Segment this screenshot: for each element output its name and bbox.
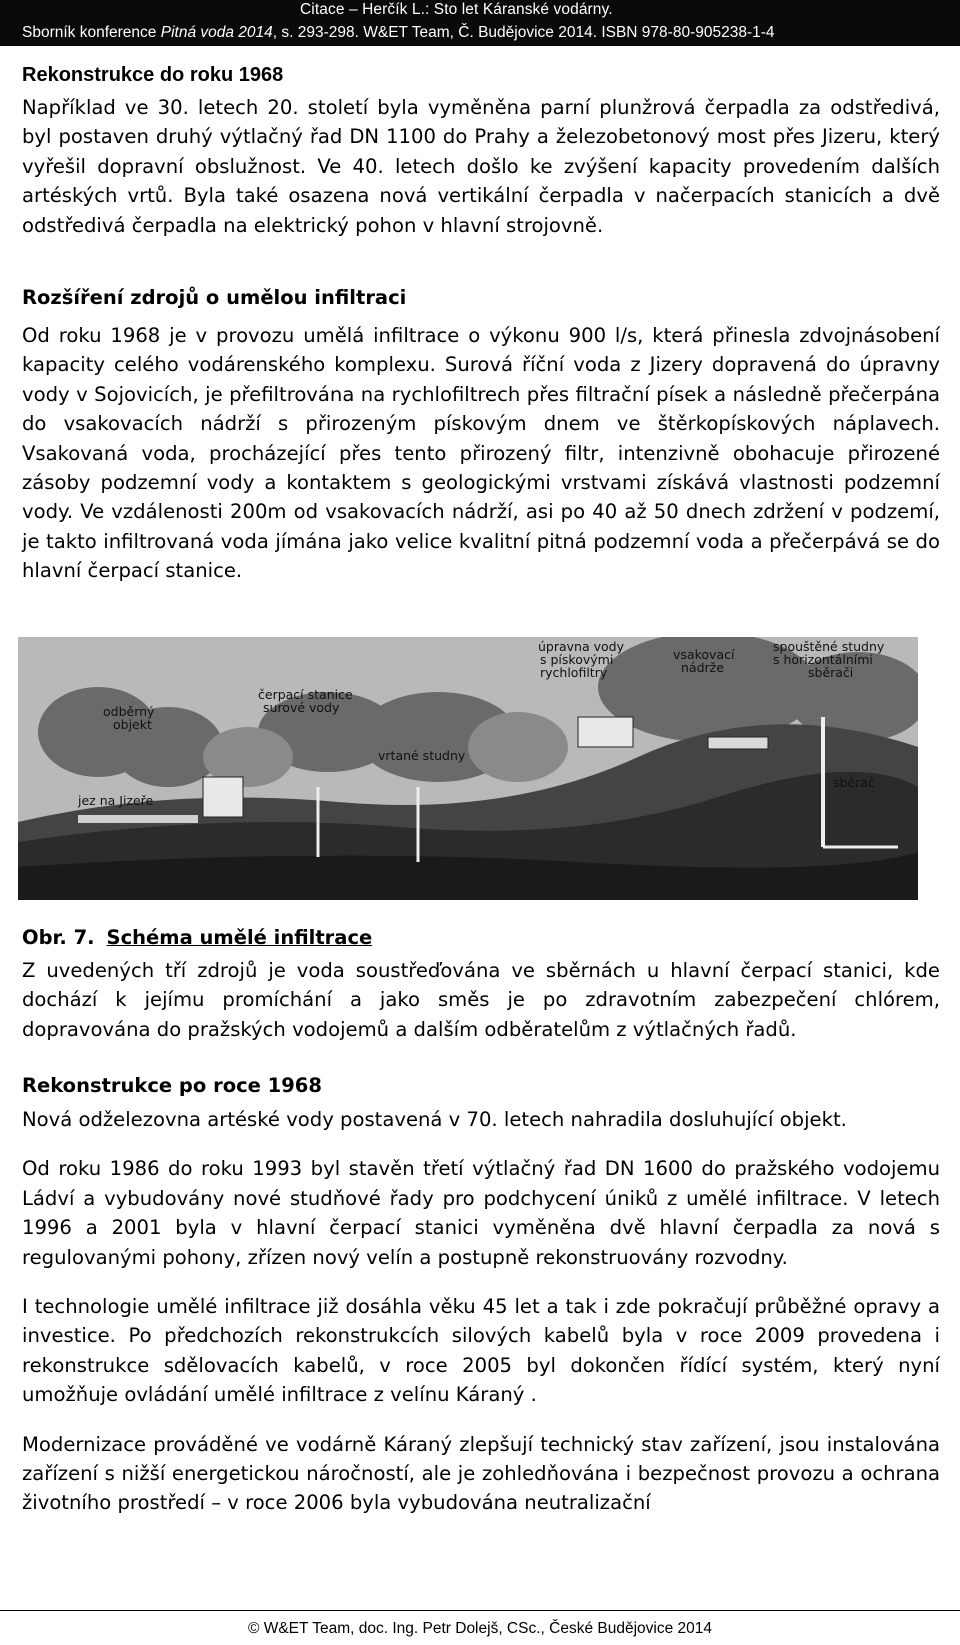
paragraph: Od roku 1968 je v provozu umělá infiltrace o výkonu 900 l/s, která přinesla zdvojnásobení kapacity celého vodárenského komplexu. Surová říční voda z Jizery dopravená do úpravny vody v Sojovicích, je přefiltrována na rychlofiltrech přes filtrační písek a následně přečerpána do vsakovacích nádrží s přirozeným pískovým dnem ve štěrkopískových náplavech. Vsakovaná voda, procházející přes tento přirozený filtr, intenzivně obohacuje přirozené zásoby podzemní vody a kontaktem s geologickými vrstvami získává vlastnosti podzemní vody. Ve vzdálenosti 200m od vsakovacích nádrží, asi po 40 až 50 dnech zdržení v podzemí, je takto infiltrovaná voda jímána jako velice kvalitní pitná podzemní voda a přečerpává se do hlavní čerpací stanice. xyxy=(22,324,940,583)
label-upravna-3: rychlofiltry xyxy=(540,665,608,680)
section-heading: Rekonstrukce po roce 1968 xyxy=(22,1074,322,1097)
paragraph: Například ve 30. letech 20. století byla vyměněna parní plunžrová čerpadla za odstředivá, byl postaven druhý výtlačný řad DN 1100 do Prahy a železobetonový most přes Jizeru, který vyřešil dopravní obslužnost. Ve 40. letech došlo ke zvýšení kapacity provedením dalších artéských vrtů. Byla také osazena nová vertikální čerpadla v načerpacích stanicích a dvě odstředivá čerpadla na elektrický pohon v hlavní strojovně. xyxy=(22,96,940,237)
citation-line-2 xyxy=(22,24,775,42)
infiltration-scheme-figure xyxy=(18,637,918,900)
figure-number: Obr. 7. xyxy=(22,926,95,949)
conference-name: Pitná voda 2014 xyxy=(160,24,273,41)
label-spoustene-1: spouštěné studny xyxy=(773,639,885,654)
label-spoustene-3: sběrači xyxy=(808,665,854,680)
figure-caption xyxy=(22,926,372,949)
label-vsakovaci-2: nádrže xyxy=(681,660,724,675)
paragraph: Od roku 1986 do roku 1993 byl stavěn třetí výtlačný řad DN 1600 do pražského vodojemu Ládví a vybudovány nové studňové řady pro podchycení úniků z umělé infiltrace. V letech 1996 a 2001 byla v hlavní čerpací stanici vyměněna dvě hlavní čerpadla za nová s regulovanými pohony, zřízen nový velín a postupně rekonstruovány rozvodny. xyxy=(22,1157,940,1269)
label-sberac: sběrač xyxy=(833,775,875,790)
section-heading: Rekonstrukce do roku 1968 xyxy=(22,64,284,86)
section-heading: Rozšíření zdrojů o umělou infiltraci xyxy=(22,286,407,309)
section-reconstruction-after-1968 xyxy=(22,1074,940,1518)
paragraph: Z uvedených tří zdrojů je voda soustřeďována ve sběrnách u hlavní čerpací stanici, kde dochází k jejímu promíchání a jako směs je po zdravotním zabezpečení chlórem, dopravována do pražských vodojemů a dalším odběratelům z výtlačných řadů. xyxy=(22,959,940,1041)
citation-suffix: , s. 293-298. W&ET Team, Č. Budějovice 2014. ISBN 978-80-905238-1-4 xyxy=(272,24,775,41)
figure-title: Schéma umělé infiltrace xyxy=(106,926,373,949)
paragraph: Modernizace prováděné ve vodárně Káraný zlepšují technický stav zařízení, jsou instalována zařízení s nižší energetickou náročností, ale je zohledňována i bezpečnost provozu a ochrana životního prostředí – v roce 2006 byla vybudována neutralizační xyxy=(22,1432,940,1515)
paragraph: Nová odželezovna artéské vody postavená v 70. letech nahradila dosluhující objekt. xyxy=(22,1108,847,1131)
citation-line-1: Citace – Herčík L.: Sto let Káranské vodárny. xyxy=(300,1,613,18)
label-jez: jez na Jizeře xyxy=(78,793,154,808)
label-cerpaci-1: čerpací stanice xyxy=(258,687,353,702)
label-vsakovaci-1: vsakovací xyxy=(673,647,735,662)
paragraph: I technologie umělé infiltrace již dosáhla věku 45 let a tak i zde pokračují průběžné opravy a investice. Po předchozích rekonstrukcích silových kabelů byla v roce 2009 provedena i rekonstrukce sdělovacích kabelů, v roce 2005 byl dokončen řídící systém, který nyní umožňuje ovládání umělé infiltrace z velínu Káraný . xyxy=(22,1295,940,1407)
citation-prefix: Sborník konference xyxy=(22,24,161,41)
section-reconstruction-1968 xyxy=(22,64,940,240)
label-cerpaci-2: surové vody xyxy=(263,700,340,715)
section-artificial-infiltration xyxy=(22,286,940,586)
label-odberny-1: odběrný xyxy=(103,704,155,719)
label-vrtane: vrtané studny xyxy=(378,748,466,763)
label-upravna-2: s pískovými xyxy=(540,652,614,667)
label-spoustene-2: s horizontálními xyxy=(773,652,873,667)
citation-header xyxy=(0,0,960,46)
page-footer: © W&ET Team, doc. Ing. Petr Dolejš, CSc., České Budějovice 2014 xyxy=(247,1620,712,1637)
section-mixing xyxy=(22,956,940,1044)
label-upravna-1: úpravna vody xyxy=(538,639,624,654)
label-odberny-2: objekt xyxy=(113,717,152,732)
footer-divider xyxy=(0,1610,960,1611)
